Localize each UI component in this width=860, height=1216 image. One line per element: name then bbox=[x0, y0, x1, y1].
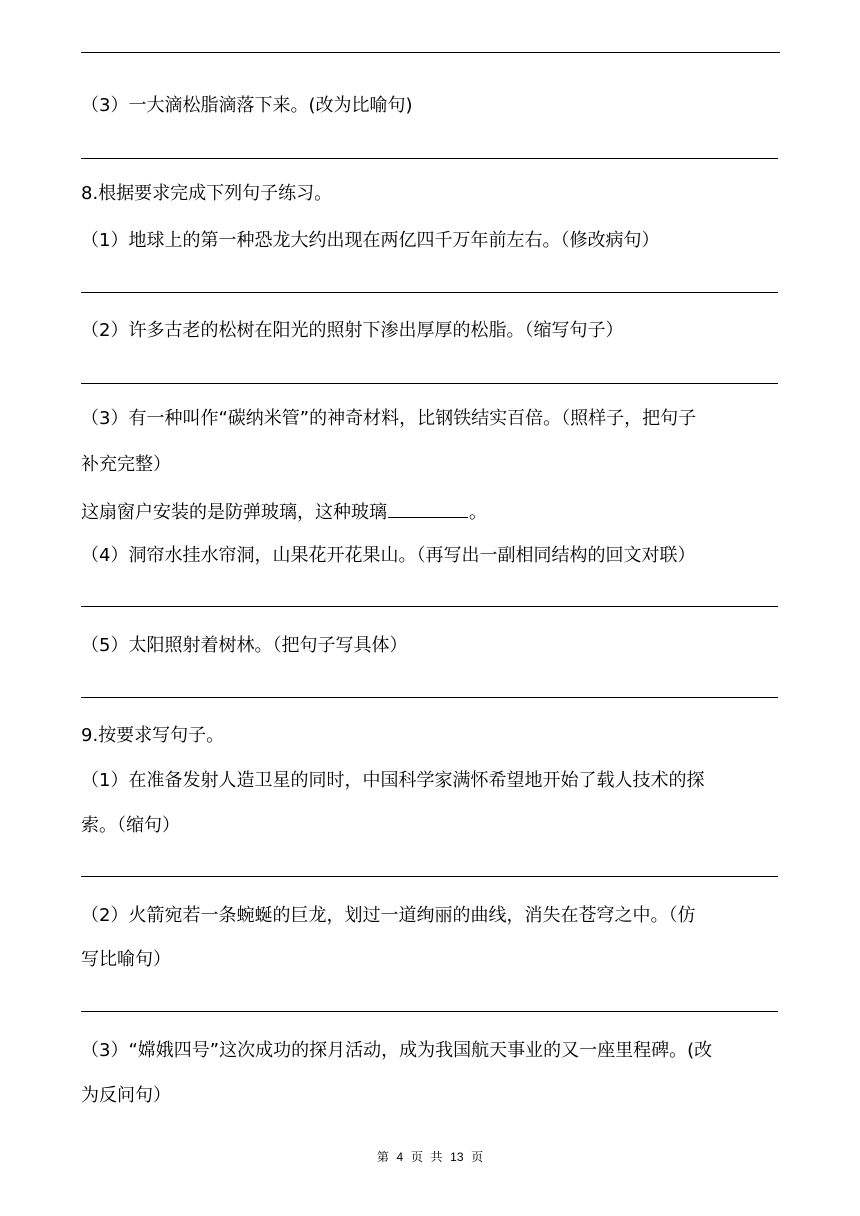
q8-3-prompt-line2: 补充完整） bbox=[81, 454, 171, 475]
fill-after: 。 bbox=[469, 502, 487, 523]
q9-heading: 9.按要求写句子。 bbox=[81, 725, 225, 746]
q8-3-prompt-line1: （3）有一种叫作“碳纳米管”的神奇材料，比钢铁结实百倍。（照样子，把句子 bbox=[81, 408, 697, 429]
footer-ye: 页 bbox=[410, 1150, 423, 1164]
footer-di: 第 bbox=[376, 1150, 389, 1164]
q8-heading: 8.根据要求完成下列句子练习。 bbox=[81, 183, 333, 204]
q9-1-prompt-line2: 索。（缩句） bbox=[81, 815, 180, 836]
q8-5-prompt: （5）太阳照射着树林。（把句子写具体） bbox=[81, 635, 408, 656]
answer-line[interactable] bbox=[81, 383, 778, 384]
q9-2-prompt-line1: （2）火箭宛若一条蜿蜒的巨龙，划过一道绚丽的曲线，消失在苍穹之中。（仿 bbox=[81, 905, 696, 926]
q9-2-prompt-line2: 写比喻句） bbox=[81, 949, 171, 970]
footer-page-number: 4 bbox=[396, 1150, 404, 1164]
q7-3-prompt: （3）一大滴松脂滴落下来。(改为比喻句) bbox=[81, 95, 413, 116]
q9-3-prompt-line2: 为反问句） bbox=[81, 1085, 171, 1106]
answer-line[interactable] bbox=[81, 876, 778, 877]
q8-1-prompt: （1）地球上的第一种恐龙大约出现在两亿四千万年前左右。（修改病句） bbox=[81, 230, 660, 251]
fill-before: 这扇窗户安装的是防弹玻璃，这种玻璃 bbox=[81, 502, 387, 523]
answer-line[interactable] bbox=[81, 697, 778, 698]
footer-gong: 共 bbox=[430, 1150, 443, 1164]
q8-2-prompt: （2）许多古老的松树在阳光的照射下渗出厚厚的松脂。（缩写句子） bbox=[81, 320, 624, 341]
q9-3-prompt-line1: （3）“嫦娥四号”这次成功的探月活动，成为我国航天事业的又一座里程碑。(改 bbox=[81, 1040, 713, 1061]
footer-total-pages: 13 bbox=[450, 1150, 464, 1164]
page-footer bbox=[0, 1149, 860, 1165]
header-rule bbox=[81, 52, 780, 53]
answer-line[interactable] bbox=[81, 158, 778, 159]
answer-line[interactable] bbox=[81, 292, 778, 293]
q8-4-prompt: （4）洞帘水挂水帘洞，山果花开花果山。（再写出一副相同结构的回文对联） bbox=[81, 545, 696, 566]
q8-3-fill-sentence bbox=[81, 499, 487, 525]
answer-line[interactable] bbox=[81, 606, 778, 607]
fill-blank[interactable] bbox=[388, 499, 468, 518]
q9-1-prompt-line1: （1）在准备发射人造卫星的同时，中国科学家满怀希望地开始了载人技术的探 bbox=[81, 770, 705, 791]
footer-ye2: 页 bbox=[471, 1150, 484, 1164]
answer-line[interactable] bbox=[81, 1011, 778, 1012]
